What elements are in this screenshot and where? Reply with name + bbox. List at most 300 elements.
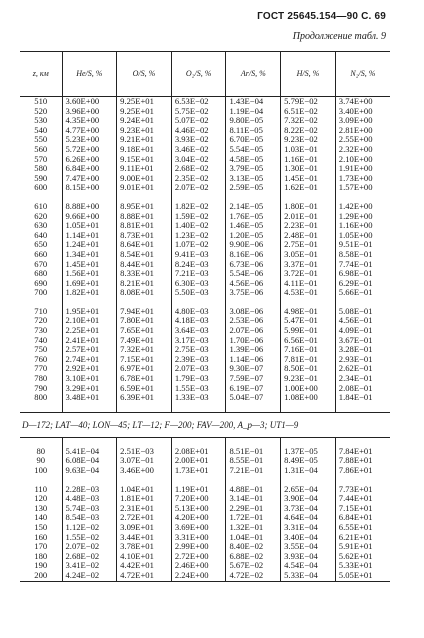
value-cell: 1.82E+01 — [62, 288, 117, 298]
value-cell: 2.99E+00 — [171, 542, 226, 552]
altitude-cell: 600 — [34, 182, 48, 193]
value-cell: 9.21E+01 — [117, 135, 172, 145]
altitude-cell: 620 — [34, 210, 48, 221]
value-cell: 2.01E−01 — [281, 212, 336, 222]
value-cell: 5.07E−02 — [171, 116, 226, 126]
value-cell: 9.63E−04 — [62, 466, 117, 476]
value-cell: 8.16E−06 — [226, 250, 281, 260]
value-cell: 4.80E−03 — [171, 307, 226, 317]
altitude-cell: 570 — [34, 153, 48, 164]
data-table — [20, 51, 390, 582]
value-cell: 7.65E+01 — [117, 326, 172, 336]
value-cell: 9.51E−01 — [335, 240, 390, 250]
altitude-cell: 130 — [34, 502, 48, 513]
gap-cell — [62, 403, 117, 413]
value-cell: 6.21E+01 — [335, 533, 390, 543]
value-cell: 4.58E−05 — [226, 155, 281, 165]
gap-cell — [281, 403, 336, 413]
value-cell: 1.84E−01 — [335, 393, 390, 403]
value-cell: 5.08E−01 — [335, 307, 390, 317]
altitude-cell: 760 — [34, 353, 48, 364]
value-cell: 7.47E+00 — [62, 174, 117, 184]
table-row — [20, 183, 390, 193]
value-cell: 4.64E−04 — [281, 513, 336, 523]
table-row — [20, 393, 390, 403]
value-cell: 3.31E+00 — [171, 533, 226, 543]
value-cell: 5.13E+00 — [171, 504, 226, 514]
value-cell: 3.90E−04 — [281, 494, 336, 504]
value-cell: 9.66E+00 — [62, 212, 117, 222]
value-cell: 2.07E−02 — [171, 183, 226, 193]
value-cell: 1.46E−05 — [226, 221, 281, 231]
value-cell: 9.90E−06 — [226, 240, 281, 250]
value-cell: 8.58E−01 — [335, 250, 390, 260]
value-cell: 3.67E−01 — [335, 336, 390, 346]
value-cell: 6.53E−02 — [171, 97, 226, 107]
value-cell: 8.55E−01 — [226, 456, 281, 466]
value-cell: 6.29E−01 — [335, 279, 390, 289]
value-cell: 3.17E−03 — [171, 336, 226, 346]
value-cell: 5.62E+01 — [335, 552, 390, 562]
table-row — [20, 571, 390, 581]
col-header-z: z, км — [20, 52, 62, 97]
value-cell: 4.20E+00 — [171, 513, 226, 523]
value-cell: 3.55E−04 — [281, 542, 336, 552]
altitude-cell: 800 — [34, 392, 48, 403]
value-cell: 2.68E−02 — [171, 164, 226, 174]
table-row — [20, 288, 390, 298]
value-cell: 2.62E−01 — [335, 364, 390, 374]
table-continuation: Продолжение табл. 9 — [292, 31, 386, 42]
value-cell: 1.81E+01 — [117, 494, 172, 504]
page-header: ГОСТ 25645.154—90 С. 69 — [257, 11, 386, 22]
value-cell: 6.78E+01 — [117, 374, 172, 384]
value-cell: 1.34E+01 — [62, 250, 117, 260]
value-cell: 1.59E−02 — [171, 212, 226, 222]
value-cell: 5.04E−07 — [226, 393, 281, 403]
value-cell: 1.37E−05 — [281, 447, 336, 457]
value-cell: 6.56E−01 — [281, 336, 336, 346]
value-cell: 3.78E+01 — [117, 542, 172, 552]
value-cell: 8.64E+01 — [117, 240, 172, 250]
value-cell: 8.88E+01 — [117, 212, 172, 222]
value-cell: 7.86E+01 — [335, 466, 390, 476]
value-cell: 8.21E+01 — [117, 279, 172, 289]
value-cell: 3.08E−06 — [226, 307, 281, 317]
value-cell: 4.77E+00 — [62, 126, 117, 136]
value-cell: 7.44E+01 — [335, 494, 390, 504]
value-cell: 1.43E−04 — [226, 97, 281, 107]
value-cell: 2.07E−02 — [62, 542, 117, 552]
value-cell: 5.54E−05 — [226, 145, 281, 155]
row-gap — [20, 403, 390, 413]
value-cell: 2.72E+00 — [171, 552, 226, 562]
value-cell: 2.46E+00 — [171, 561, 226, 571]
value-cell: 9.18E+01 — [117, 145, 172, 155]
value-cell: 2.08E−01 — [335, 384, 390, 394]
value-cell: 6.30E−03 — [171, 279, 226, 289]
value-cell: 6.26E+00 — [62, 155, 117, 165]
value-cell: 2.25E+01 — [62, 326, 117, 336]
gap-cell — [117, 403, 172, 413]
value-cell: 5.47E−01 — [281, 316, 336, 326]
altitude-cell: 700 — [34, 287, 48, 298]
gap-cell — [335, 403, 390, 413]
altitude-cell: 790 — [34, 382, 48, 393]
value-cell: 8.88E+00 — [62, 202, 117, 212]
altitude-cell: 580 — [34, 163, 48, 174]
altitude-cell: 100 — [34, 465, 48, 475]
value-cell: 1.70E−06 — [226, 336, 281, 346]
value-cell: 4.54E−04 — [281, 561, 336, 571]
col-header-ar: Ar/S, % — [226, 52, 281, 97]
value-cell: 3.48E+01 — [62, 393, 117, 403]
value-cell: 2.08E+01 — [171, 447, 226, 457]
value-cell: 9.01E+01 — [117, 183, 172, 193]
value-cell: 7.32E+01 — [117, 345, 172, 355]
value-cell: 3.74E+00 — [335, 97, 390, 107]
altitude-cell: 670 — [34, 258, 48, 269]
value-cell: 1.95E+01 — [62, 307, 117, 317]
value-cell: 2.10E+01 — [62, 316, 117, 326]
value-cell: 5.23E+00 — [62, 135, 117, 145]
value-cell: 7.59E−07 — [226, 374, 281, 384]
value-cell: 9.11E+01 — [117, 164, 172, 174]
altitude-cell: 80 — [36, 445, 46, 456]
value-cell: 3.46E+00 — [117, 466, 172, 476]
altitude-cell: 560 — [34, 143, 48, 154]
altitude-cell: 160 — [34, 531, 48, 542]
value-cell: 5.74E−03 — [62, 504, 117, 514]
value-cell: 9.25E+01 — [117, 107, 172, 117]
value-cell: 1.14E−06 — [226, 355, 281, 365]
value-cell: 9.80E−05 — [226, 116, 281, 126]
value-cell: 1.14E+01 — [62, 231, 117, 241]
value-cell: 1.56E+01 — [62, 269, 117, 279]
value-cell: 1.57E+00 — [335, 183, 390, 193]
value-cell: 1.19E−04 — [226, 107, 281, 117]
value-cell: 8.49E−05 — [281, 456, 336, 466]
gap-cell — [20, 403, 62, 413]
value-cell: 7.94E+01 — [117, 307, 172, 317]
value-cell: 5.33E−04 — [281, 571, 336, 581]
value-cell: 2.55E+00 — [335, 135, 390, 145]
value-cell: 4.88E−01 — [226, 485, 281, 495]
value-cell: 1.24E+01 — [62, 240, 117, 250]
altitude-cell: 90 — [36, 455, 46, 466]
value-cell: 3.79E−05 — [226, 164, 281, 174]
altitude-cell: 110 — [34, 483, 48, 494]
value-cell: 4.72E−02 — [226, 571, 281, 581]
value-cell: 3.40E−04 — [281, 533, 336, 543]
altitude-cell: 520 — [34, 105, 48, 116]
value-cell: 9.25E+01 — [117, 97, 172, 107]
value-cell: 3.14E−01 — [226, 494, 281, 504]
value-cell: 1.08E+00 — [281, 393, 336, 403]
value-cell: 3.44E+01 — [117, 533, 172, 543]
altitude-cell: 720 — [34, 315, 48, 326]
value-cell: 1.16E+00 — [335, 221, 390, 231]
value-cell: 3.09E+01 — [117, 523, 172, 533]
value-cell: 2.53E−06 — [226, 316, 281, 326]
value-cell: 7.21E−01 — [226, 466, 281, 476]
value-cell: 1.80E−01 — [281, 202, 336, 212]
value-cell: 2.34E−01 — [335, 374, 390, 384]
value-cell: 7.15E+01 — [117, 355, 172, 365]
value-cell: 2.10E+00 — [335, 155, 390, 165]
altitude-cell: 170 — [34, 541, 48, 552]
value-cell: 1.31E−04 — [281, 466, 336, 476]
value-cell: 9.15E+01 — [117, 155, 172, 165]
value-cell: 3.37E−01 — [281, 260, 336, 270]
altitude-cell: 750 — [34, 344, 48, 355]
value-cell: 2.35E−02 — [171, 174, 226, 184]
value-cell: 2.72E+01 — [117, 513, 172, 523]
value-cell: 1.32E−01 — [226, 523, 281, 533]
value-cell: 8.22E−02 — [281, 126, 336, 136]
altitude-cell: 650 — [34, 239, 48, 250]
value-cell: 5.99E−01 — [281, 326, 336, 336]
altitude-cell: 550 — [34, 134, 48, 145]
value-cell: 7.21E−03 — [171, 269, 226, 279]
value-cell: 9.24E+01 — [117, 116, 172, 126]
value-cell: 1.40E−02 — [171, 221, 226, 231]
value-cell: 1.79E−03 — [171, 374, 226, 384]
conditions-row — [20, 412, 390, 437]
value-cell: 2.28E−03 — [62, 485, 117, 495]
value-cell: 8.50E−01 — [281, 364, 336, 374]
value-cell: 7.88E+01 — [335, 456, 390, 466]
value-cell: 2.59E−05 — [226, 183, 281, 193]
value-cell: 3.73E−04 — [281, 504, 336, 514]
col-header-h: H/S, % — [281, 52, 336, 97]
value-cell: 1.04E−01 — [226, 533, 281, 543]
value-cell: 4.72E+01 — [117, 571, 172, 581]
altitude-cell: 780 — [34, 373, 48, 384]
value-cell: 4.98E−01 — [281, 307, 336, 317]
value-cell: 4.56E−06 — [226, 279, 281, 289]
table-header-row — [20, 52, 390, 97]
value-cell: 1.23E−02 — [171, 231, 226, 241]
value-cell: 3.93E−04 — [281, 552, 336, 562]
value-cell: 3.60E+00 — [62, 97, 117, 107]
col-header-o: O/S, % — [117, 52, 172, 97]
value-cell: 5.72E+00 — [62, 145, 117, 155]
value-cell: 5.41E−04 — [62, 447, 117, 457]
value-cell: 6.70E−05 — [226, 135, 281, 145]
value-cell: 1.42E+00 — [335, 202, 390, 212]
value-cell: 3.31E−04 — [281, 523, 336, 533]
value-cell: 7.80E+01 — [117, 316, 172, 326]
value-cell: 1.39E−06 — [226, 345, 281, 355]
altitude-cell: 590 — [34, 172, 48, 183]
altitude-cell: 710 — [34, 305, 48, 316]
value-cell: 2.41E+01 — [62, 336, 117, 346]
value-cell: 1.62E−01 — [281, 183, 336, 193]
value-cell: 3.72E−01 — [281, 269, 336, 279]
value-cell: 3.13E−05 — [226, 174, 281, 184]
altitude-cell: 640 — [34, 229, 48, 240]
value-cell: 6.19E−07 — [226, 384, 281, 394]
value-cell: 3.05E−01 — [281, 250, 336, 260]
value-cell: 4.18E−03 — [171, 316, 226, 326]
value-cell: 8.08E+01 — [117, 288, 172, 298]
value-cell: 2.93E−01 — [335, 355, 390, 365]
altitude-cell: 680 — [34, 268, 48, 279]
value-cell: 6.97E+01 — [117, 364, 172, 374]
value-cell: 1.69E+01 — [62, 279, 117, 289]
value-cell: 6.59E+01 — [117, 384, 172, 394]
value-cell: 1.76E−05 — [226, 212, 281, 222]
value-cell: 1.19E+01 — [171, 485, 226, 495]
col-header-o2: O₂/S, % — [171, 52, 226, 97]
value-cell: 5.50E−03 — [171, 288, 226, 298]
value-cell: 6.84E+00 — [62, 164, 117, 174]
value-cell: 4.56E−01 — [335, 316, 390, 326]
value-cell: 7.15E+01 — [335, 504, 390, 514]
altitude-cell: 180 — [34, 550, 48, 561]
value-cell: 8.24E−03 — [171, 260, 226, 270]
value-cell: 1.03E−01 — [281, 145, 336, 155]
value-cell: 7.74E−01 — [335, 260, 390, 270]
value-cell: 8.33E+01 — [117, 269, 172, 279]
value-cell: 1.04E+01 — [117, 485, 172, 495]
value-cell: 6.84E+01 — [335, 513, 390, 523]
value-cell: 3.04E−02 — [171, 155, 226, 165]
value-cell: 2.07E−03 — [171, 364, 226, 374]
value-cell: 4.42E+01 — [117, 561, 172, 571]
altitude-cell: 660 — [34, 248, 48, 259]
value-cell: 4.10E+01 — [117, 552, 172, 562]
altitude-cell: 200 — [20, 571, 62, 581]
value-cell: 6.39E+01 — [117, 393, 172, 403]
value-cell: 2.07E−06 — [226, 326, 281, 336]
value-cell: 3.64E−03 — [171, 326, 226, 336]
conditions-note: D—172; LAT—40; LON—45; LT—12; F—200; FAV—200, A_p—3; UT1—9 — [20, 412, 390, 437]
value-cell: 2.51E−03 — [117, 447, 172, 457]
value-cell: 2.31E+01 — [117, 504, 172, 514]
value-cell: 8.40E−02 — [226, 542, 281, 552]
value-cell: 2.29E−01 — [226, 504, 281, 514]
value-cell: 3.10E+01 — [62, 374, 117, 384]
value-cell: 9.23E+01 — [117, 126, 172, 136]
value-cell: 3.40E+00 — [335, 107, 390, 117]
value-cell: 1.05E+00 — [335, 231, 390, 241]
value-cell: 1.72E−01 — [226, 513, 281, 523]
altitude-cell: 540 — [34, 124, 48, 135]
value-cell: 6.51E−02 — [281, 107, 336, 117]
value-cell: 1.20E−05 — [226, 231, 281, 241]
value-cell: 5.79E−02 — [281, 97, 336, 107]
value-cell: 1.55E−03 — [171, 384, 226, 394]
value-cell: 8.15E+00 — [62, 183, 117, 193]
value-cell: 2.24E+00 — [171, 571, 226, 581]
value-cell: 5.91E+01 — [335, 542, 390, 552]
value-cell: 3.46E−02 — [171, 145, 226, 155]
value-cell: 4.46E−02 — [171, 126, 226, 136]
value-cell: 1.73E+00 — [335, 174, 390, 184]
value-cell: 1.45E+01 — [62, 260, 117, 270]
value-cell: 3.28E−01 — [335, 345, 390, 355]
value-cell: 9.41E−03 — [171, 250, 226, 260]
value-cell: 5.05E+01 — [335, 571, 390, 581]
value-cell: 4.35E+00 — [62, 116, 117, 126]
value-cell: 1.30E−01 — [281, 164, 336, 174]
value-cell: 1.91E+00 — [335, 164, 390, 174]
value-cell: 3.41E−02 — [62, 561, 117, 571]
value-cell: 2.68E−02 — [62, 552, 117, 562]
value-cell: 2.81E+00 — [335, 126, 390, 136]
value-cell: 6.08E−04 — [62, 456, 117, 466]
value-cell: 3.75E−06 — [226, 288, 281, 298]
value-cell: 9.30E−07 — [226, 364, 281, 374]
value-cell: 3.93E−02 — [171, 135, 226, 145]
table-row — [20, 466, 390, 476]
value-cell: 2.14E−05 — [226, 202, 281, 212]
value-cell: 3.07E−01 — [117, 456, 172, 466]
col-header-he: He/S, % — [62, 52, 117, 97]
value-cell: 3.09E+00 — [335, 116, 390, 126]
value-cell: 8.95E+01 — [117, 202, 172, 212]
value-cell: 1.12E−02 — [62, 523, 117, 533]
value-cell: 9.00E+01 — [117, 174, 172, 184]
value-cell: 1.82E−02 — [171, 202, 226, 212]
value-cell: 2.32E+00 — [335, 145, 390, 155]
value-cell: 1.73E+01 — [171, 466, 226, 476]
value-cell: 8.54E−03 — [62, 513, 117, 523]
value-cell: 2.48E−01 — [281, 231, 336, 241]
value-cell: 5.66E−01 — [335, 288, 390, 298]
value-cell: 5.54E−06 — [226, 269, 281, 279]
value-cell: 7.16E−01 — [281, 345, 336, 355]
value-cell: 2.92E+01 — [62, 364, 117, 374]
value-cell: 6.73E−06 — [226, 260, 281, 270]
value-cell: 9.23E−01 — [281, 374, 336, 384]
altitude-cell: 730 — [34, 325, 48, 336]
value-cell: 8.73E+01 — [117, 231, 172, 241]
value-cell: 3.96E+00 — [62, 107, 117, 117]
value-cell: 6.98E−01 — [335, 269, 390, 279]
value-cell: 2.39E−03 — [171, 355, 226, 365]
value-cell: 3.29E+01 — [62, 384, 117, 394]
altitude-cell: 610 — [34, 200, 48, 211]
value-cell: 4.11E−01 — [281, 279, 336, 289]
value-cell: 4.09E−01 — [335, 326, 390, 336]
value-cell: 2.65E−04 — [281, 485, 336, 495]
value-cell: 1.33E−03 — [171, 393, 226, 403]
gap-cell — [171, 403, 226, 413]
value-cell: 6.88E−02 — [226, 552, 281, 562]
altitude-cell: 510 — [34, 96, 48, 106]
value-cell: 8.51E−01 — [226, 447, 281, 457]
value-cell: 1.00E+00 — [281, 384, 336, 394]
value-cell: 7.20E+00 — [171, 494, 226, 504]
value-cell: 2.74E+01 — [62, 355, 117, 365]
gap-cell — [226, 403, 281, 413]
altitude-cell: 690 — [34, 277, 48, 288]
value-cell: 8.81E+01 — [117, 221, 172, 231]
value-cell: 8.54E+01 — [117, 250, 172, 260]
table-body — [20, 97, 390, 582]
altitude-cell: 630 — [34, 220, 48, 231]
value-cell: 2.57E+01 — [62, 345, 117, 355]
value-cell: 7.32E−02 — [281, 116, 336, 126]
value-cell: 7.49E+01 — [117, 336, 172, 346]
value-cell: 8.11E−05 — [226, 126, 281, 136]
altitude-cell: 120 — [34, 493, 48, 504]
altitude-cell: 150 — [34, 521, 48, 532]
value-cell: 7.73E+01 — [335, 485, 390, 495]
